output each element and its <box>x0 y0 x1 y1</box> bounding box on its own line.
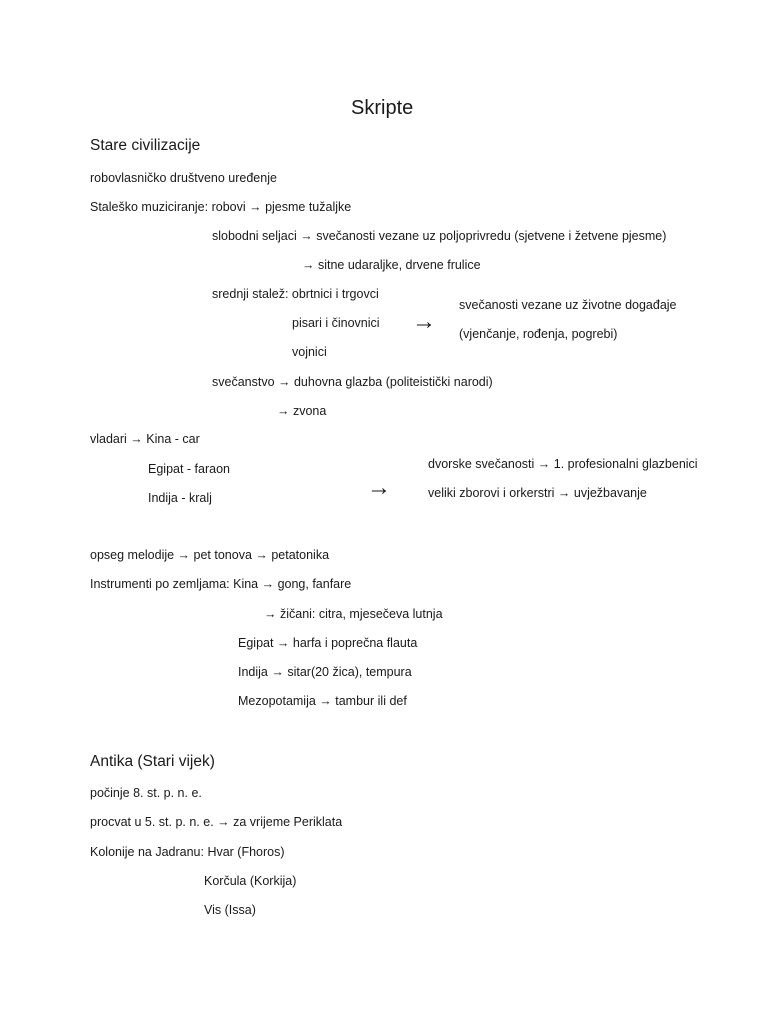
section-heading-antika: Antika (Stari vijek) <box>90 753 215 770</box>
text-line: Instrumenti po zemljama: Kina → gong, fanfare <box>90 577 352 591</box>
text-line: procvat u 5. st. p. n. e. → za vrijeme Periklata <box>90 815 343 829</box>
text-line: → žičani: citra, mjesečeva lutnja <box>264 607 443 621</box>
text-line: Indija → sitar(20 žica), tempura <box>238 665 412 679</box>
text-line: → zvona <box>277 404 327 418</box>
section-heading-stare: Stare civilizacije <box>90 137 201 154</box>
text-line: Egipat - faraon <box>148 462 230 476</box>
text-line: srednji stalež: obrtnici i trgovci <box>212 287 379 301</box>
text-line: vladari → Kina - car <box>90 432 200 446</box>
text-line: Vis (Issa) <box>204 903 256 917</box>
text-line: Egipat → harfa i poprečna flauta <box>238 636 418 650</box>
text-line: opseg melodije → pet tonova → petatonika <box>90 548 330 562</box>
text-line: pisari i činovnici <box>292 316 380 330</box>
text-line: robovlasničko društveno uređenje <box>90 171 277 185</box>
text-line: slobodni seljaci → svečanosti vezane uz poljoprivredu (sjetvene i žetvene pjesme) <box>212 229 667 243</box>
big-arrow: → <box>367 474 391 501</box>
text-line: Indija - kralj <box>148 491 212 505</box>
text-line: svečanstvo → duhovna glazba (politeistički narodi) <box>212 375 493 389</box>
text-line: počinje 8. st. p. n. e. <box>90 786 202 800</box>
text-line: Mezopotamija → tambur ili def <box>238 694 407 708</box>
big-arrow: → <box>412 308 436 335</box>
text-line: vojnici <box>292 345 327 359</box>
text-line: Kolonije na Jadranu: Hvar (Fhoros) <box>90 845 285 859</box>
text-line: (vjenčanje, rođenja, pogrebi) <box>459 327 618 341</box>
page-title: Skripte <box>351 97 414 119</box>
text-line: Korčula (Korkija) <box>204 874 297 888</box>
text-line: → sitne udaraljke, drvene frulice <box>302 258 481 272</box>
text-line: veliki zborovi i orkerstri → uvježbavanje <box>428 486 647 500</box>
text-line: Staleško muziciranje: robovi → pjesme tužaljke <box>90 200 352 214</box>
text-line: svečanosti vezane uz životne događaje <box>459 298 677 312</box>
text-line: dvorske svečanosti → 1. profesionalni glazbenici <box>428 457 698 471</box>
